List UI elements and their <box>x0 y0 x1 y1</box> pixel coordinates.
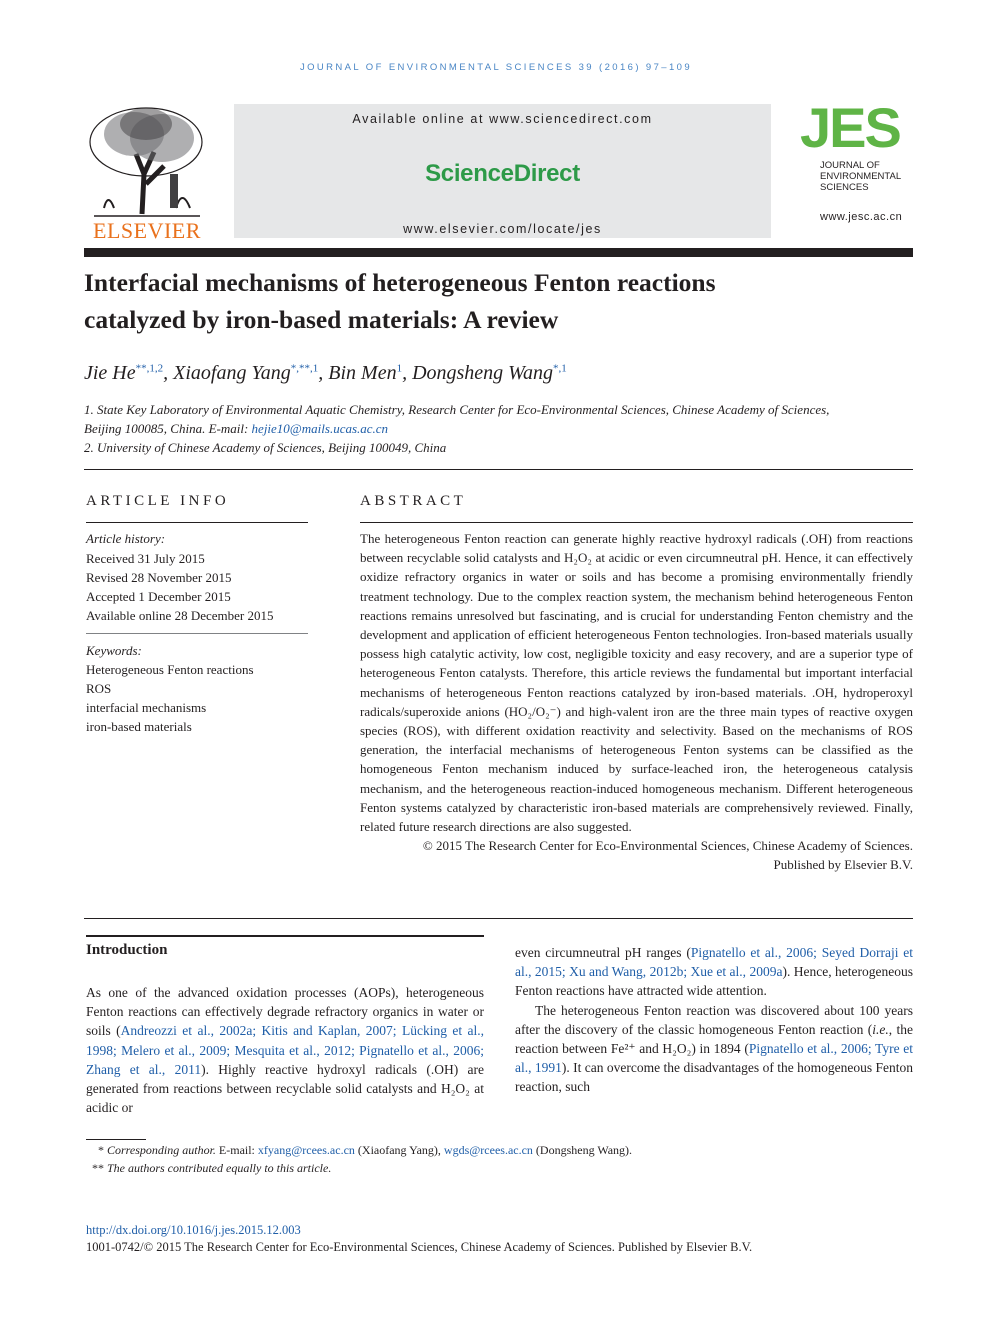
accepted-date: Accepted 1 December 2015 <box>86 589 231 604</box>
sciencedirect-banner <box>234 104 771 238</box>
email-link[interactable]: wgds@rcees.ac.cn <box>443 1143 533 1157</box>
online-date: Available online 28 December 2015 <box>86 608 274 623</box>
journal-running-head: JOURNAL OF ENVIRONMENTAL SCIENCES 39 (2016) 97–109 <box>299 62 693 73</box>
intro-right-column <box>515 943 913 1097</box>
author-name: Bin Men <box>328 362 397 384</box>
journal-locate-url: www.elsevier.com/locate/jes <box>403 222 602 236</box>
author-list: Jie $He^{**,1,2}$, Xiaofang Yang$^{*,**,1}$, Bin Men$^1$, Dongsheng Wang$^{*,1}$ <box>84 362 567 384</box>
abstract-bottom-rule <box>84 918 913 919</box>
affiliation-2: 2. University of Chinese Academy of Sciences, Beijing 100049, China <box>84 440 447 455</box>
author-name: Jie He <box>84 362 136 384</box>
available-online-text: Available online at www.sciencedirect.com <box>352 112 653 126</box>
article-info-rule <box>86 522 308 523</box>
h2o2-formula: H₂O₂ <box>564 550 592 566</box>
footnote-rule <box>86 1139 146 1140</box>
affiliation-email-link[interactable]: hejie10@mails.ucas.ac.cn <box>251 421 389 436</box>
keyword-item: ROS <box>86 681 112 696</box>
author-name: Dongsheng Wang <box>412 362 554 384</box>
keywords-rule <box>86 633 308 634</box>
jes-website: www.jesc.ac.cn <box>820 211 903 223</box>
article-info-heading: ARTICLE INFO <box>86 493 230 509</box>
introduction-heading: Introduction <box>86 942 168 958</box>
doi-link[interactable]: http://dx.doi.org/10.1016/j.jes.2015.12.003 <box>86 1223 301 1237</box>
intro-left-column <box>86 983 484 1117</box>
revised-date: Revised 28 November 2015 <box>86 570 232 585</box>
footnote-equal-contribution: ** The authors contributed equally to this article. <box>92 1161 332 1175</box>
keywords-label: Keywords: <box>86 643 142 658</box>
author-marks: *,**,1 <box>290 362 319 375</box>
author-name: Xiaofang Yang <box>173 362 291 384</box>
sciencedirect-logo: ScienceDirect <box>425 160 580 187</box>
affiliation-1: 1. State Key Laboratory of Environmental Aquatic Chemistry, Research Center for Eco-Environmental Sciences, Chinese Academy of Sciences, Beijing 100085, China. E-mail: hejie10@mails.ucas.ac.cn <box>84 402 830 436</box>
abstract-copyright: © 2015 The Research Center for Eco-Environmental Sciences, Chinese Academy of Sciences. Published by Elsevier B.V. <box>422 838 913 873</box>
affiliation-rule <box>84 469 913 470</box>
abstract-rule <box>360 522 913 523</box>
citation-link[interactable]: Pignatello et al., 2006; Tyre et al., 1991 <box>515 1041 914 1076</box>
article-title: Interfacial mechanisms of heterogeneous Fenton reactions catalyzed by iron-based materials: A review <box>84 268 716 334</box>
intro-rule <box>86 935 484 937</box>
author-marks: **,1,2 <box>135 362 164 375</box>
citation-link[interactable]: Pignatello et al., 2006; Seyed Dorraji et al., 2015; Xu and Wang, 2012b; Xue et al., 2009a <box>515 945 913 980</box>
intro-paragraph: The heterogeneous Fenton reaction was discovered about 100 years after the discovery of the classic homogeneous Fenton reaction (i.e., the reaction between Fe²⁺ and H₂O₂) in 1894 (Pignatello et al., 2006; Tyre et al., 1991). It can overcome the disadvantages of the homogeneous Fenton reaction, such <box>515 1002 914 1095</box>
received-date: Received 31 July 2015 <box>86 551 205 566</box>
keyword-item: Heterogeneous Fenton reactions <box>86 662 254 677</box>
jes-journal-name: JOURNAL OF ENVIRONMENTAL SCIENCES <box>820 160 902 193</box>
intro-paragraph: As one of the advanced oxidation processes (AOPs), heterogeneous Fenton reactions can effectively degrade refractory organics in water or soils (Andreozzi et al., 2002a; Kitis and Kaplan, 2007; Lücking et al., 1998; Melero et al., 2009; Mesquita et al., 2012; Pignatello et al., 2006; Zhang et al., 2011). Highly reactive hydroxyl radicals (.OH) are generated from reactions between recyclable solid catalysts and H₂O₂ at acidic or <box>86 985 485 1116</box>
elsevier-wordmark: ELSEVIER <box>93 218 201 243</box>
ho2-formula: (HO₂/O₂⁻) <box>504 703 561 719</box>
abstract-paragraph: The heterogeneous Fenton reaction can generate highly reactive hydroxyl radicals (.OH) from reactions between recyclable solid catalysts and H₂O₂ at acidic or even circumneutral pH. Hence, it can effectively oxidize refractory organics in water or soils and has become a promising environmentally friendly treatment technology. Due to the complex reaction system, the mechanism behind heterogeneous Fenton reactions remains unresolved but fascinating, and is crucial for understanding Fenton chemistry and the development and application of efficient heterogeneous Fenton technologies. Iron-based materials usually possess high catalytic activity, low cost, negligible toxicity and easy recovery, and are a superior type of heterogeneous Fenton catalysts. Therefore, this article reviews the fundamental but important interfacial mechanisms of heterogeneous Fenton reactions catalyzed by iron-based materials. .OH, hydroperoxyl radicals/superoxide anions (HO₂/O₂⁻) and high-valent iron are the three main types of reactive oxygen species (ROS), with different oxidation reactivity and selectivity. Based on the mechanisms of ROS generation, the interfacial mechanisms of heterogeneous Fenton systems can be classified as the homogeneous Fenton mechanism induced by surface-leached iron, the heterogeneous catalysis mechanism, and the heterogeneous reaction-induced homogeneous mechanism. Different heterogeneous Fenton systems catalyzed by characteristic iron-based materials are comprehensively reviewed. Finally, related future research directions are also suggested. <box>360 531 914 835</box>
keyword-item: interfacial mechanisms <box>86 700 207 715</box>
jes-logo: JES <box>800 96 900 159</box>
email-link[interactable]: xfyang@rcees.ac.cn <box>257 1143 355 1157</box>
footnote-corresponding: * Corresponding author. E-mail: xfyang@rcees.ac.cn (Xiaofang Yang), wgds@rcees.ac.cn (Dongsheng Wang). <box>98 1143 633 1157</box>
author-marks: *,1 <box>553 362 567 375</box>
keyword-item: iron-based materials <box>86 719 192 734</box>
intro-paragraph: even circumneutral pH ranges (Pignatello et al., 2006; Seyed Dorraji et al., 2015; Xu and Wang, 2012b; Xue et al., 2009a). Hence, heterogeneous Fenton reactions have attracted wide attention. <box>515 945 913 999</box>
abstract-heading: ABSTRACT <box>360 493 467 509</box>
issn-copyright: 1001-0742/© 2015 The Research Center for Eco-Environmental Sciences, Chinese Academy of Sciences. Published by Elsevier B.V. <box>86 1240 753 1254</box>
history-label: Article history: <box>86 531 166 546</box>
citation-link[interactable]: Andreozzi et al., 2002a; Kitis and Kaplan, 2007; Lücking et al., 1998; Melero et al., 2009; Mesquita et al., 2012; Pignatello et al., 2006; Zhang et al., 2011 <box>86 1023 485 1077</box>
abstract-body <box>360 529 913 875</box>
author-marks: 1 <box>396 362 403 375</box>
header-rule <box>84 248 913 257</box>
